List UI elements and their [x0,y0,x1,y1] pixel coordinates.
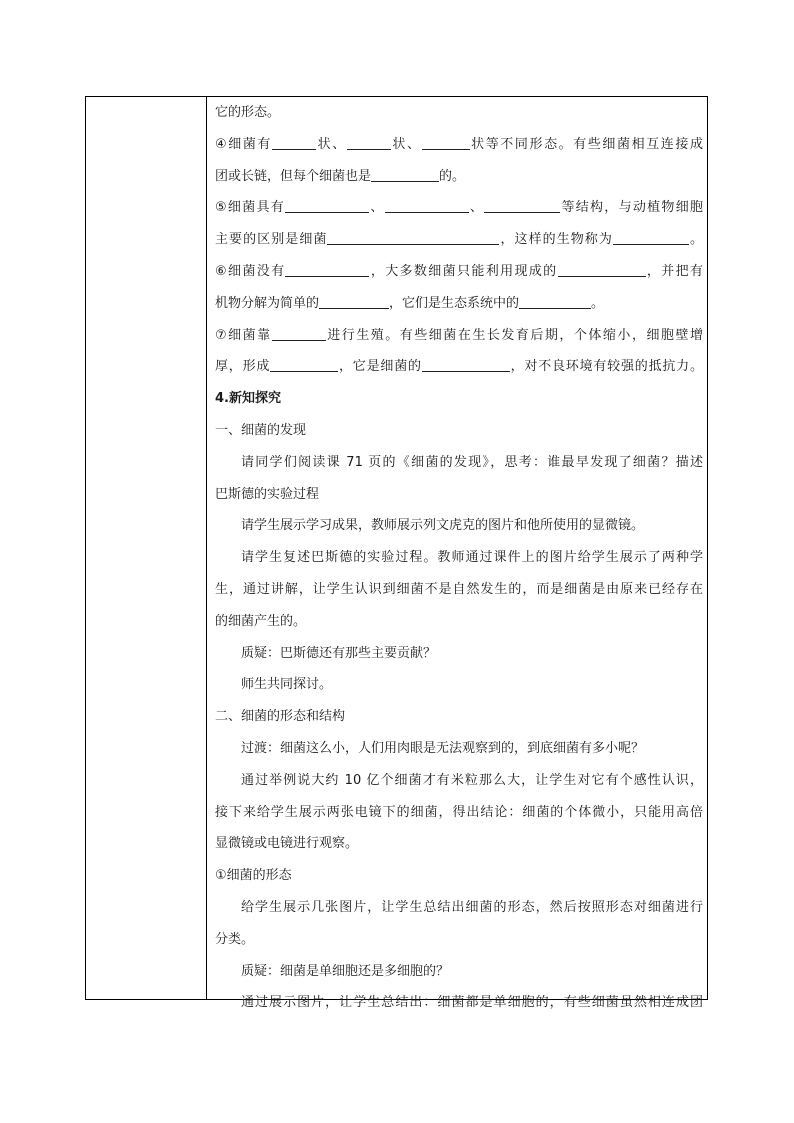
blank [422,135,470,150]
part-heading: 一、细菌的发现 [215,422,307,438]
paragraph-line: 接下来给学生展示两张电镜下的细菌，得出结论：细菌的个体微小，只能用高倍 [215,804,703,820]
paragraph-line: 通过举例说大约 10 亿个细菌才有米粒那么大，让学生对它有个感性认识， [241,772,703,788]
question-6-line-1: ⑥细菌没有 ，大多数细菌只能利用现成的 ，并把有 [215,263,703,279]
paragraph-line: 质疑：巴斯德还有那些主要贡献？ [241,645,437,661]
question-5-line-2: 主要的区别是细菌 ，这样的生物称为 。 [215,232,703,248]
section-heading: 4.新知探究 [215,391,281,407]
content-cell [215,97,703,1019]
left-column-cell [86,97,207,999]
blank [285,198,369,213]
paragraph-line: 质疑：细菌是单细胞还是多细胞的？ [241,963,450,979]
paragraph-line: 给学生展示几张图片，让学生总结出细菌的形态，然后按照形态对细菌进行 [241,899,703,915]
paragraph-line: 显微镜或电镜进行观察。 [215,836,359,852]
paragraph-line: 请同学们阅读课 71 页的《细菌的发现》，思考：谁最早发现了细菌？描述 [241,454,703,470]
blank [285,262,369,277]
blank [613,230,689,245]
blank [558,262,646,277]
question-7-line-1: ⑦细菌靠 进行生殖。有些细菌在生长发育后期，个体缩小，细胞壁增 [215,327,703,343]
paragraph-line: 请学生展示学习成果，教师展示列文虎克的图片和他所使用的显微镜。 [241,518,645,534]
paragraph-line: 师生共同探讨。 [241,677,333,693]
blank [272,326,326,341]
question-5-line-1: ⑤细菌具有 、 、 等结构，与动植物细胞 [215,200,703,216]
lesson-table [85,96,708,1011]
blank [319,294,389,309]
question-4-line-1: ④细菌有 状、 状、 状等不同形态。有些细菌相互连接成 [215,136,703,152]
blank [484,198,560,213]
question-7-line-2: 厚，形成 ，它是细菌的 ，对不良环境有较强的抵抗力。 [215,359,703,375]
part-heading: 二、细菌的形态和结构 [215,709,346,725]
blank [519,294,591,309]
paragraph-line: 分类。 [215,931,255,947]
blank [272,135,316,150]
blank [385,198,469,213]
paragraph-line: 的细菌产生的。 [215,613,307,629]
blank [347,135,391,150]
blank [270,357,338,372]
paragraph-line: 生，通过讲解，让学生认识到细菌不是自然发生的，而是细菌是由原来已经存在 [215,581,703,597]
sub-heading: ①细菌的形态 [215,868,292,884]
paragraph-line: 巴斯德的实验过程 [215,486,320,502]
question-4-line-2: 团或长链，但每个细菌也是 的。 [215,168,466,184]
paragraph-line: 通过展示图片，让学生总结出：细菌都是单细胞的，有些细菌虽然相连成团 [241,995,703,1011]
paragraph-line: 过渡：细菌这么小，人们用肉眼是无法观察到的，到底细菌有多小呢？ [241,740,645,756]
blank [327,230,499,245]
text-line: 它的形态。 [215,105,281,120]
question-6-line-2: 机物分解为简单的 ，它们是生态系统中的 。 [215,295,605,311]
paragraph-line: 请学生复述巴斯德的实验过程。教师通过课件上的图片给学生展示了两种学 [241,550,703,566]
blank [371,167,439,182]
blank [422,357,510,372]
